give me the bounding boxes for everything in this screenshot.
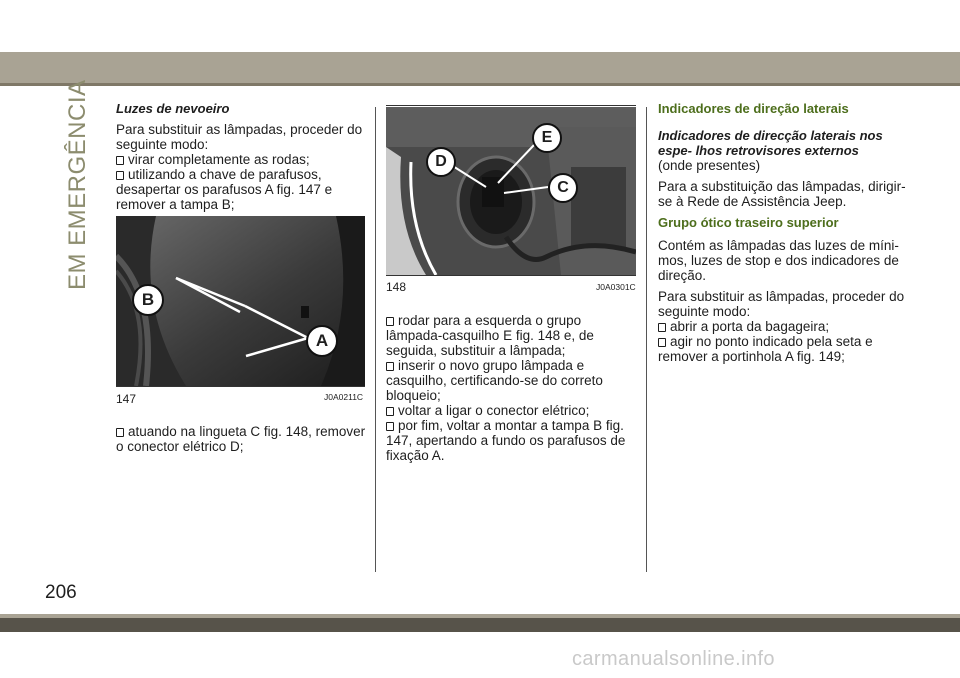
section-label: EM EMERGÊNCIA <box>64 79 91 290</box>
paragraph: Para substituir as lâmpadas, proceder do seguinte modo: <box>658 289 905 319</box>
checkbox-bullet-icon <box>386 407 394 416</box>
top-margin <box>0 0 960 52</box>
callout-a: A <box>306 325 338 357</box>
figure-147 <box>116 216 365 386</box>
list-item: atuando na lingueta C fig. 148, remover o conector elétrico D; <box>116 424 366 454</box>
checkbox-bullet-icon <box>116 171 124 180</box>
section-heading: Indicadores de direção laterais <box>658 101 849 116</box>
checkbox-bullet-icon <box>658 338 666 347</box>
figure-148-image <box>386 107 636 275</box>
list-item: por fim, voltar a montar a tampa B fig. 147, apertando a fundo os parafusos de fixação A. <box>386 418 626 463</box>
callout-b: B <box>132 284 164 316</box>
watermark: carmanualsonline.info <box>572 648 775 670</box>
figure-148-number: 148 <box>386 280 407 294</box>
callout-c: C <box>548 173 578 203</box>
checkbox-bullet-icon <box>386 362 394 371</box>
list-item: inserir o novo grupo lâmpada e casquilho, certificando-se do correto bloqueio; <box>386 358 603 403</box>
header-band-edge <box>0 83 960 86</box>
checkbox-bullet-icon <box>658 323 666 332</box>
column-1-continued <box>116 424 366 454</box>
column-3 <box>658 101 908 364</box>
paragraph: Para a substituição das lâmpadas, dirigir-se à Rede de Assistência Jeep. <box>658 179 906 209</box>
figure-148-top-rule <box>386 105 636 106</box>
list-item: rodar para a esquerda o grupo lâmpada-casquilho E fig. 148 e, de seguida, substituir a lâmpada; <box>386 313 594 358</box>
figure-148 <box>386 107 636 275</box>
paragraph: Contém as lâmpadas das luzes de míni- mos, luzes de stop e dos indicadores de direção. <box>658 238 899 283</box>
header-band <box>0 52 960 86</box>
checkbox-bullet-icon <box>116 156 124 165</box>
figure-148-code: J0A0301C <box>596 282 636 292</box>
callout-d: D <box>426 147 456 177</box>
note-text: (onde presentes) <box>658 158 761 173</box>
column-2 <box>386 313 636 463</box>
figure-147-number: 147 <box>116 392 137 406</box>
checkbox-bullet-icon <box>386 422 394 431</box>
page-number: 206 <box>45 582 77 603</box>
checkbox-bullet-icon <box>116 428 124 437</box>
list-item: virar completamente as rodas; <box>116 152 366 167</box>
figure-147-code: J0A0211C <box>324 392 364 402</box>
subheading: Indicadores de direcção laterais nos espe- lhos retrovisores externos <box>658 128 883 158</box>
intro-text: Para substituir as lâmpadas, proceder do seguinte modo: <box>116 122 363 152</box>
column-separator <box>646 107 647 572</box>
list-item: agir no ponto indicado pela seta e remover a portinhola A fig. 149; <box>658 334 873 364</box>
figure-147-rule <box>116 386 365 387</box>
checkbox-bullet-icon <box>386 317 394 326</box>
section-heading: Grupo ótico traseiro superior <box>658 215 839 230</box>
column-separator <box>375 107 376 572</box>
list-item: voltar a ligar o conector elétrico; <box>386 403 636 418</box>
column-1 <box>116 101 366 212</box>
callout-e: E <box>532 123 562 153</box>
figure-148-rule <box>386 275 636 276</box>
footer-band <box>0 618 960 632</box>
list-item: abrir a porta da bagageira; <box>658 319 908 334</box>
section-heading: Luzes de nevoeiro <box>116 101 230 116</box>
list-item: utilizando a chave de parafusos, desapertar os parafusos A fig. 147 e remover a tampa B; <box>116 167 333 212</box>
